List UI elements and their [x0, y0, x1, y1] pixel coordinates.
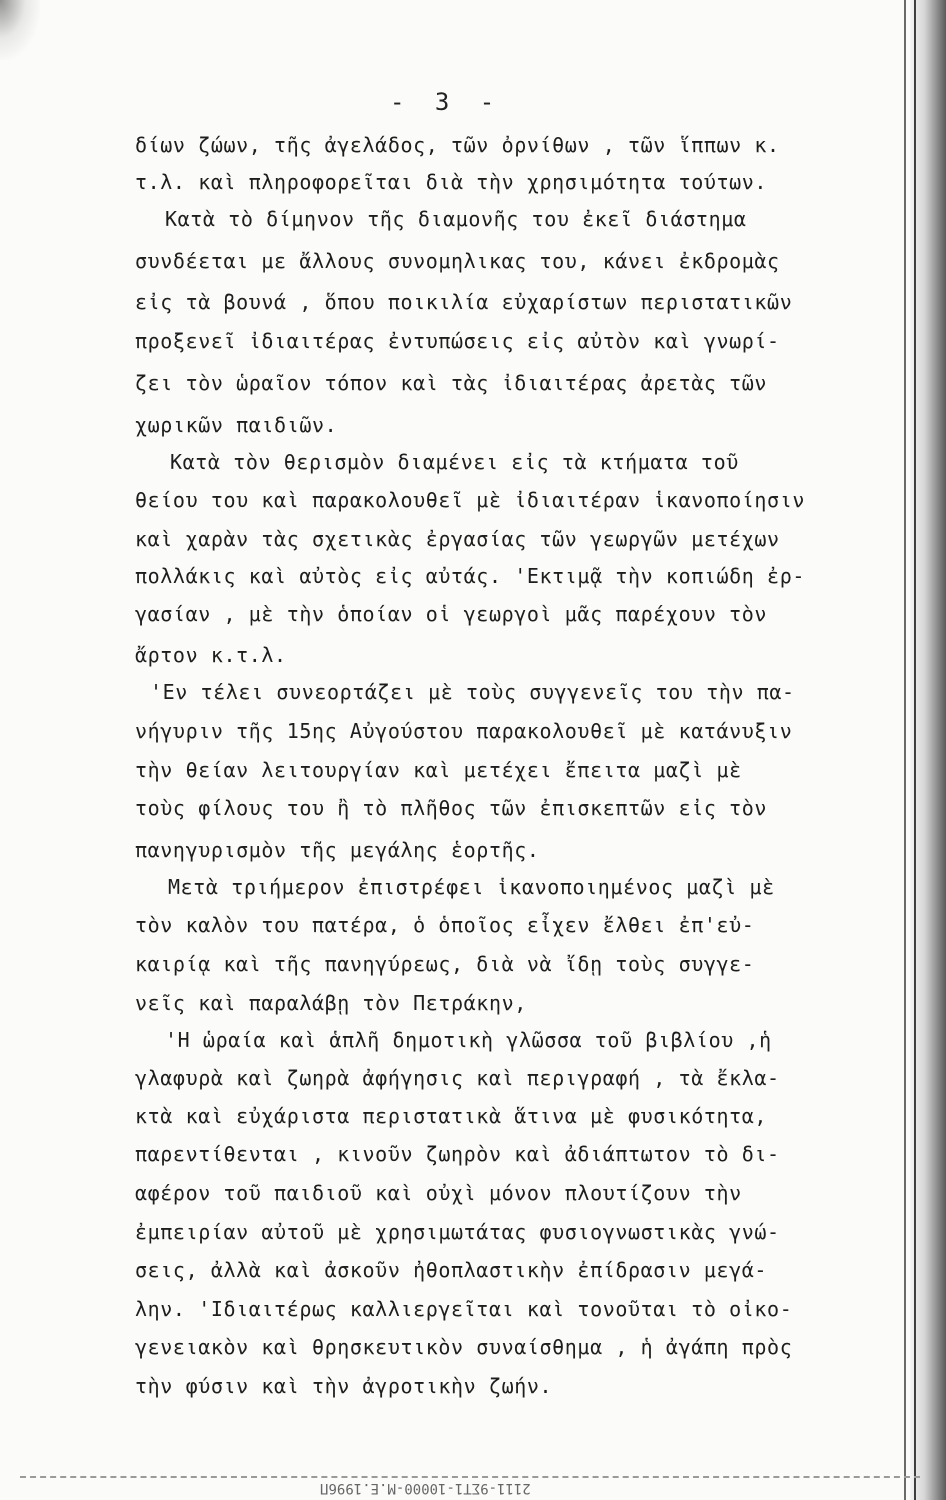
- printer-footer-mark: 2111-9ΣΤ1-10000-Μ.Ε.1996Π: [320, 1480, 531, 1496]
- text-line: νεῖς καὶ παραλάβῃ τὸν Πετράκην,: [135, 991, 527, 1015]
- text-line: σεις, ἀλλὰ καὶ ἀσκοῦν ἠθοπλαστικὴν ἐπίδρασιν μεγά-: [135, 1258, 768, 1282]
- text-line: νήγυριν τῆς 15ης Αὐγούστου παρακολουθεῖ μὲ κατάνυξιν: [135, 719, 793, 743]
- text-line: καὶ χαρὰν τὰς σχετικὰς ἐργασίας τῶν γεωργῶν μετέχων: [135, 527, 780, 551]
- text-line: πανηγυρισμὸν τῆς μεγάλης ἑορτῆς.: [135, 838, 540, 862]
- text-line: χωρικῶν παιδιῶν.: [135, 413, 338, 437]
- text-line: αφέρον τοῦ παιδιοῦ καὶ οὐχὶ μόνον πλουτίζουν τὴν: [135, 1181, 742, 1205]
- text-line: ἐμπειρίαν αὐτοῦ μὲ χρησιμωτάτας φυσιογνωστικὰς γνώ-: [135, 1220, 780, 1244]
- edge-rule: [914, 0, 916, 1500]
- page-number: - 3 -: [390, 88, 503, 116]
- text-line: θείου του καὶ παρακολουθεῖ μὲ ἰδιαιτέραν ἱκανοποίησιν: [135, 488, 805, 512]
- text-line: γενειακὸν καὶ θρησκευτικὸν συναίσθημα , ἡ ἀγάπη πρὸς: [135, 1335, 793, 1359]
- text-line: παρεντίθενται , κινοῦν ζωηρὸν καὶ ἀδιάπτωτον τὸ δι-: [135, 1142, 780, 1166]
- text-line: κτὰ καὶ εὐχάριστα περιστατικὰ ἅτινα μὲ φυσικότητα,: [135, 1104, 768, 1128]
- text-line: εἰς τὰ βουνά , ὅπου ποικιλία εὐχαρίστων περιστατικῶν: [135, 290, 793, 314]
- text-line: καιρίᾳ καὶ τῆς πανηγύρεως, διὰ νὰ ἴδῃ τοὺς συγγε-: [135, 952, 755, 976]
- text-line: τοὺς φίλους του ἢ τὸ πλῆθος τῶν ἐπισκεπτῶν εἰς τὸν: [135, 796, 768, 820]
- text-line: Κατὰ τὸν θερισμὸν διαμένει εἰς τὰ κτήματα τοῦ: [170, 450, 739, 474]
- text-line: 'Η ὡραία καὶ ἁπλῆ δημοτικὴ γλῶσσα τοῦ βιβλίου ,ἡ: [165, 1028, 772, 1052]
- text-line: συνδέεται με ἄλλους συνομηλικας του, κάνει ἐκδρομὰς: [135, 249, 780, 273]
- text-line: λην. 'Ιδιαιτέρως καλλιεργεῖται καὶ τονοῦται τὸ οἰκο-: [135, 1297, 793, 1321]
- text-line: γασίαν , μὲ τὴν ὁποίαν οἱ γεωργοὶ μᾶς παρέχουν τὸν: [135, 602, 768, 626]
- text-line: τὴν θείαν λειτουργίαν καὶ μετέχει ἔπειτα μαζὶ μὲ: [135, 758, 742, 782]
- text-line: τὴν φύσιν καὶ τὴν ἀγροτικὴν ζωήν.: [135, 1374, 553, 1398]
- text-line: τὸν καλὸν του πατέρα, ὁ ὁποῖος εἶχεν ἔλθει ἐπ'εὐ-: [135, 913, 755, 937]
- text-line: προξενεῖ ἰδιαιτέρας ἐντυπώσεις εἰς αὐτὸν καὶ γνωρί-: [135, 329, 780, 353]
- corner-shadow: [0, 0, 40, 60]
- text-line: πολλάκις καὶ αὐτὸς εἰς αὐτάς. 'Εκτιμᾷ τὴν κοπιώδη ἐρ-: [135, 564, 805, 588]
- text-line: γλαφυρὰ καὶ ζωηρὰ ἀφήγησις καὶ περιγραφή , τὰ ἔκλα-: [135, 1066, 780, 1090]
- text-line: Κατὰ τὸ δίμηνον τῆς διαμονῆς του ἐκεῖ διάστημα: [165, 207, 747, 231]
- page-bottom-border: [20, 1476, 920, 1478]
- text-line: τ.λ. καὶ πληροφορεῖται διὰ τὴν χρησιμότητα τούτων.: [135, 170, 768, 194]
- text-line: ζει τὸν ὡραῖον τόπον καὶ τὰς ἰδιαιτέρας ἀρετὰς τῶν: [135, 371, 768, 395]
- text-line: Μετὰ τριήμερον ἐπιστρέφει ἱκανοποιημένος μαζὶ μὲ: [168, 875, 775, 899]
- edge-rule: [904, 0, 906, 1500]
- text-line: 'Εν τέλει συνεορτάζει μὲ τοὺς συγγενεῖς του τὴν πα-: [150, 680, 795, 704]
- text-line: δίων ζώων, τῆς ἀγελάδος, τῶν ὀρνίθων , τῶν ἵππων κ.: [135, 133, 780, 157]
- text-line: ἄρτον κ.τ.λ.: [135, 643, 287, 667]
